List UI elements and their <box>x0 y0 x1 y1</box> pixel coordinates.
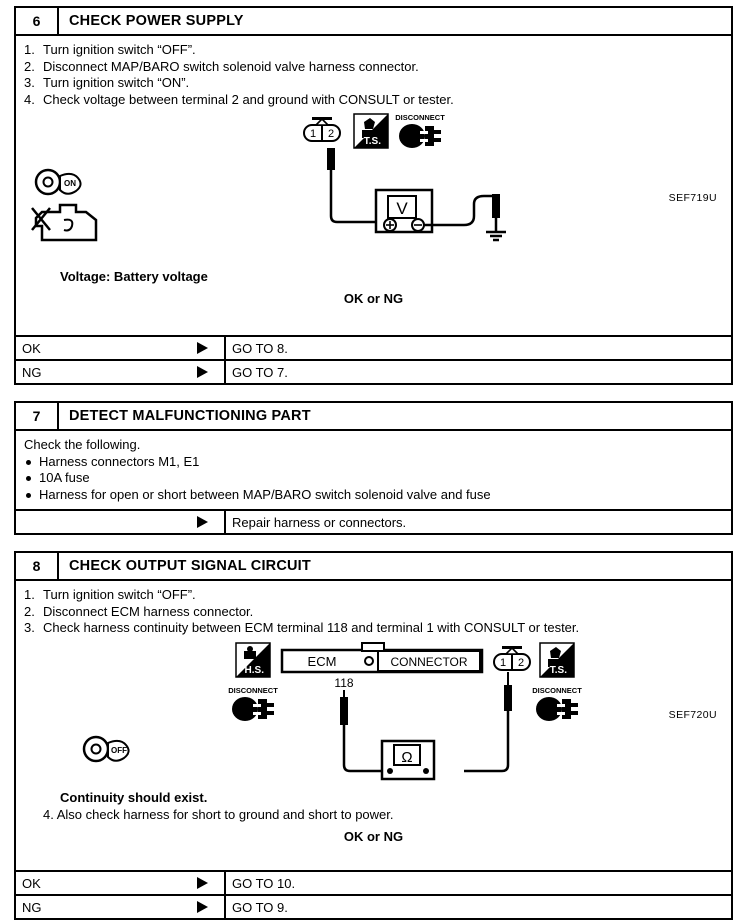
step-8-header <box>16 553 731 581</box>
engine-off-icon <box>32 205 96 240</box>
instruction-item <box>24 604 723 621</box>
step-7-body <box>16 431 731 509</box>
instruction-text: Turn ignition switch “OFF”. <box>43 42 196 57</box>
probe-lead-connector <box>464 672 512 771</box>
instruction-text: Check harness continuity between ECM terminal 118 and terminal 1 with CONSULT or tester. <box>43 620 580 635</box>
connector-terminal-2: 2 <box>517 656 525 669</box>
instruction-number: 2. <box>24 58 35 74</box>
instruction-number: 4. <box>43 806 54 822</box>
result-arrow <box>180 511 224 533</box>
ts-tool-badge-icon <box>354 114 388 148</box>
voltmeter-icon <box>376 190 432 232</box>
ts-badge-label: T.S. <box>549 664 567 676</box>
continuity-check-schematic <box>24 637 741 789</box>
connector-terminal-1: 1 <box>499 656 507 669</box>
step-8-extra-instruction <box>24 807 723 824</box>
hs-badge-label: H.S. <box>244 664 264 676</box>
disconnect-label: DISCONNECT <box>228 685 278 695</box>
ecm-terminal-number: 118 <box>334 675 354 690</box>
instruction-item <box>24 587 723 604</box>
instruction-text: Also check harness for short to ground and short to power. <box>56 806 394 822</box>
result-action: Repair harness or connectors. <box>224 511 731 533</box>
connector-label: CONNECTOR <box>390 654 468 669</box>
step-7-lead-line: Check the following. <box>24 437 141 452</box>
disconnect-label: DISCONNECT <box>532 685 582 695</box>
list-item: Harness for open or short between MAP/BARO switch solenoid valve and fuse <box>24 487 723 504</box>
step-6-result-ng <box>16 359 731 383</box>
ecm-label: ECM <box>307 653 337 669</box>
instruction-number: 1. <box>24 587 35 602</box>
result-label: OK <box>22 875 41 891</box>
step-8-body <box>16 581 731 870</box>
result-action: GO TO 8. <box>224 337 731 359</box>
result-label: OK <box>22 340 41 356</box>
figure-reference: SEF719U <box>668 192 717 204</box>
step-7-title: DETECT MALFUNCTIONING PART <box>69 408 311 424</box>
step-6-title: CHECK POWER SUPPLY <box>69 13 244 29</box>
instruction-item <box>24 42 723 59</box>
step-6-body <box>16 36 731 335</box>
ignition-state-label: ON <box>64 179 76 188</box>
ignition-state-label: OFF <box>111 745 127 755</box>
ecm-connector-box <box>282 643 482 672</box>
result-arrow <box>180 872 224 894</box>
right-arrow-icon <box>197 366 208 378</box>
result-label <box>16 511 180 533</box>
harness-connector-icon <box>494 646 530 670</box>
step-8-specification: Continuity should exist. <box>60 789 208 805</box>
right-arrow-icon <box>197 901 208 913</box>
right-arrow-icon <box>197 877 208 889</box>
diagnostic-step-7 <box>14 401 733 535</box>
instruction-number: 3. <box>24 620 35 635</box>
result-label: NG <box>22 899 42 915</box>
connector-terminal-2: 2 <box>327 128 335 140</box>
step-8-number: 8 <box>16 553 59 579</box>
ts-tool-badge-icon <box>540 643 574 677</box>
instruction-number: 3. <box>24 75 35 90</box>
instruction-number: 2. <box>24 603 35 619</box>
instruction-text: Turn ignition switch “OFF”. <box>43 587 196 602</box>
step-6-result-ok <box>16 335 731 359</box>
step-8-diagram <box>24 637 723 789</box>
ohmmeter-icon <box>382 741 434 779</box>
instruction-number: 4. <box>24 91 35 107</box>
probe-lead-ecm <box>340 690 382 771</box>
voltage-check-schematic <box>24 108 741 268</box>
disconnect-plug-icon-right <box>532 686 582 721</box>
result-label: NG <box>22 364 42 380</box>
step-7-result-repair <box>16 509 731 533</box>
disconnect-plug-icon <box>395 113 445 148</box>
hs-tool-badge-icon <box>236 643 270 677</box>
harness-connector-icon <box>304 117 340 141</box>
list-item: 10A fuse <box>24 470 723 487</box>
instruction-text: Disconnect ECM harness connector. <box>43 603 254 619</box>
step-6-specification: Voltage: Battery voltage <box>60 269 208 284</box>
result-action: GO TO 9. <box>224 896 731 918</box>
connector-terminal-1: 1 <box>309 128 317 140</box>
instruction-text: Turn ignition switch “ON”. <box>43 75 190 90</box>
list-item: Harness connectors M1, E1 <box>24 454 723 471</box>
step-8-instructions <box>24 587 723 637</box>
result-action: GO TO 7. <box>224 361 731 383</box>
diagnostic-step-8 <box>14 551 733 920</box>
figure-reference: SEF720U <box>668 708 717 721</box>
ground-lead <box>424 194 506 240</box>
instruction-text: Check voltage between terminal 2 and ground with CONSULT or tester. <box>43 91 454 107</box>
step-6-instructions <box>24 42 723 108</box>
test-probe-lead-left <box>327 148 376 222</box>
instruction-item <box>24 92 723 109</box>
step-6-number: 6 <box>16 8 59 34</box>
diagnostic-step-6 <box>14 6 733 385</box>
step-8-result-ng <box>16 894 731 918</box>
step-7-header <box>16 403 731 431</box>
instruction-number: 1. <box>24 42 35 57</box>
ohmmeter-symbol: Ω <box>401 748 413 766</box>
step-6-diagram <box>24 108 723 268</box>
result-arrow <box>180 896 224 918</box>
ts-badge-label: T.S. <box>363 136 381 147</box>
step-7-check-items <box>24 454 723 504</box>
result-arrow <box>180 337 224 359</box>
step-8-result-ok <box>16 870 731 894</box>
ignition-key-on-icon <box>36 170 81 194</box>
right-arrow-icon <box>197 516 208 528</box>
step-8-title: CHECK OUTPUT SIGNAL CIRCUIT <box>69 558 311 574</box>
right-arrow-icon <box>197 342 208 354</box>
ignition-key-off-icon <box>84 737 129 761</box>
disconnect-plug-icon-left <box>228 686 278 721</box>
instruction-text: Disconnect MAP/BARO switch solenoid valve harness connector. <box>43 58 419 74</box>
instruction-item <box>24 620 723 637</box>
step-6-judgement: OK or NG <box>343 291 404 306</box>
result-action: GO TO 10. <box>224 872 731 894</box>
instruction-item <box>24 807 723 824</box>
instruction-item <box>24 59 723 76</box>
result-arrow <box>180 361 224 383</box>
instruction-item <box>24 75 723 92</box>
disconnect-label: DISCONNECT <box>395 113 445 122</box>
step-6-header <box>16 8 731 36</box>
voltmeter-symbol: V <box>396 199 408 218</box>
step-7-number: 7 <box>16 403 59 429</box>
step-8-judgement: OK or NG <box>343 829 404 844</box>
